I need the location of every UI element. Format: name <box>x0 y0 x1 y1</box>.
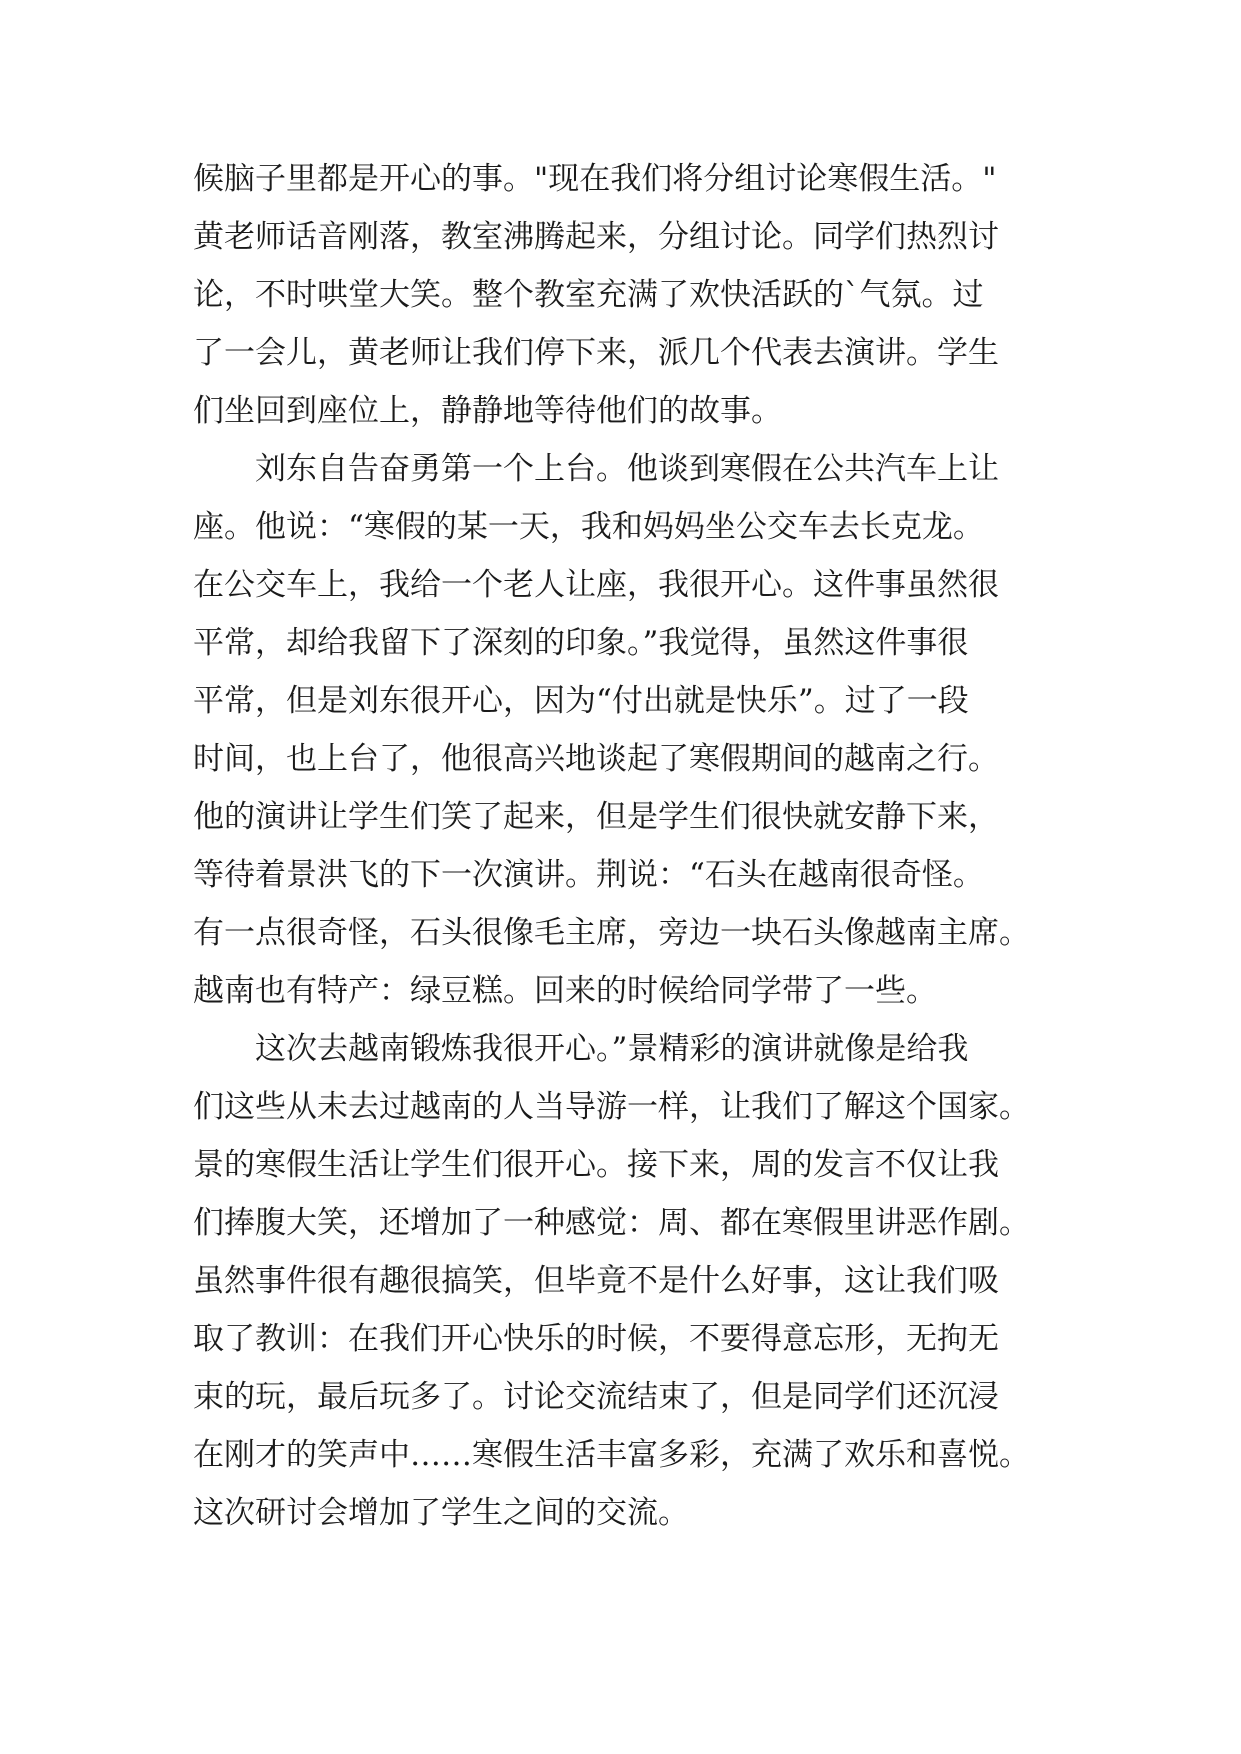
text-line: 平常，却给我留下了深刻的印象。”我觉得，虽然这件事很 <box>193 625 969 661</box>
text-line: 景的寒假生活让学生们很开心。接下来，周的发言不仅让我 <box>193 1147 999 1183</box>
text-line: 他的演讲让学生们笑了起来，但是学生们很快就安静下来， <box>193 799 999 835</box>
text-line: 们坐回到座位上，静静地等待他们的故事。 <box>193 393 782 429</box>
text-line: 候脑子里都是开心的事。"现在我们将分组讨论寒假生活。" <box>193 161 997 197</box>
text-line: 束的玩，最后玩多了。讨论交流结束了，但是同学们还沉浸 <box>193 1379 999 1415</box>
text-line: 了一会儿，黄老师让我们停下来，派几个代表去演讲。学生 <box>193 335 999 371</box>
text-line: 们这些从未去过越南的人当导游一样，让我们了解这个国家。 <box>193 1089 1030 1125</box>
paragraph-start-line: 刘东自告奋勇第一个上台。他谈到寒假在公共汽车上让 <box>255 451 999 487</box>
text-line: 取了教训：在我们开心快乐的时候，不要得意忘形，无拘无 <box>193 1321 999 1357</box>
text-line: 有一点很奇怪，石头很像毛主席，旁边一块石头像越南主席。 <box>193 915 1030 951</box>
document-body <box>193 150 1073 1542</box>
text-line: 论，不时哄堂大笑。整个教室充满了欢快活跃的`气氛。过 <box>193 277 984 313</box>
text-line: 平常，但是刘东很开心，因为“付出就是快乐”。过了一段 <box>193 683 969 719</box>
text-line: 越南也有特产：绿豆糕。回来的时候给同学带了一些。 <box>193 973 937 1009</box>
text-line: 在公交车上，我给一个老人让座，我很开心。这件事虽然很 <box>193 567 999 603</box>
text-line: 时间，也上台了，他很高兴地谈起了寒假期间的越南之行。 <box>193 741 999 777</box>
text-line: 在刚才的笑声中……寒假生活丰富多彩，充满了欢乐和喜悦。 <box>193 1437 1030 1473</box>
text-line: 们捧腹大笑，还增加了一种感觉：周、都在寒假里讲恶作剧。 <box>193 1205 1030 1241</box>
text-line: 这次研讨会增加了学生之间的交流。 <box>193 1495 689 1531</box>
text-line: 虽然事件很有趣很搞笑，但毕竟不是什么好事，这让我们吸 <box>193 1263 999 1299</box>
paragraph-start-line: 这次去越南锻炼我很开心。”景精彩的演讲就像是给我 <box>255 1031 969 1067</box>
text-line: 等待着景洪飞的下一次演讲。荆说：“石头在越南很奇怪。 <box>193 857 984 893</box>
text-line: 座。他说：“寒假的某一天，我和妈妈坐公交车去长克龙。 <box>193 509 984 545</box>
text-line: 黄老师话音刚落，教室沸腾起来，分组讨论。同学们热烈讨 <box>193 219 999 255</box>
